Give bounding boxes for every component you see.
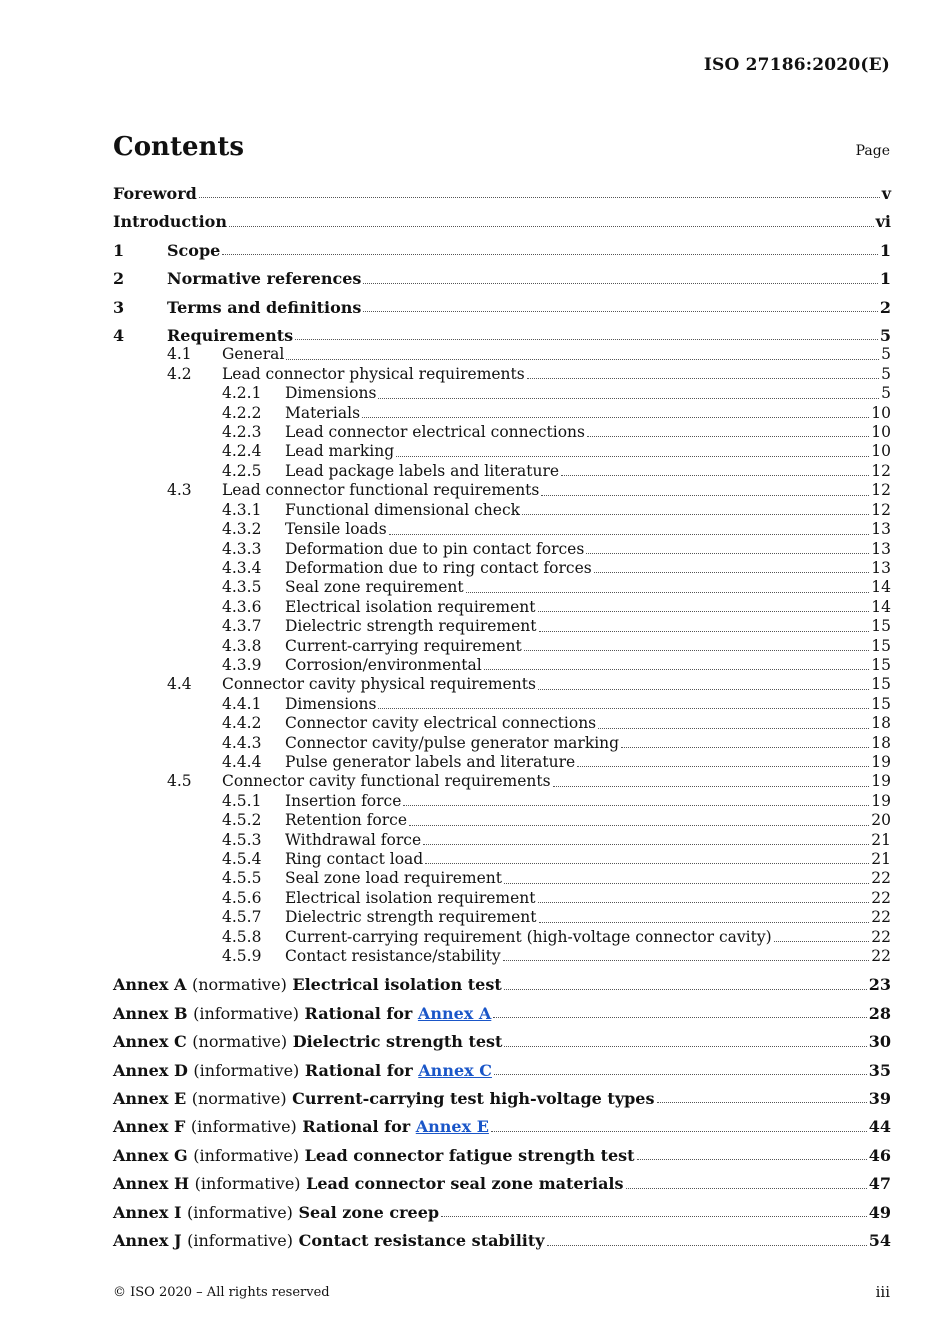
toc-leader-dots: [222, 253, 878, 255]
toc-entry-page: 22: [871, 888, 891, 907]
toc-entry-page: 44: [868, 1117, 891, 1137]
toc-leader-dots: [441, 1215, 867, 1217]
toc-entry-number: 4.2.3: [222, 423, 262, 442]
toc-entry-page: 46: [868, 1145, 891, 1165]
toc-entry-title: Retention force: [285, 811, 407, 830]
toc-entry-title: Dimensions: [285, 694, 377, 713]
toc-entry-subsubsection[interactable]: [113, 540, 891, 559]
toc-entry-subsubsection[interactable]: [113, 947, 891, 966]
toc-leader-dots: [389, 533, 870, 535]
toc-entry-annex[interactable]: [113, 1117, 891, 1136]
toc-entry-page: 21: [871, 850, 891, 868]
toc-entry-page: 2: [879, 297, 891, 317]
toc-leader-dots: [494, 1073, 867, 1075]
toc-entry-page: 23: [868, 975, 891, 995]
toc-entry-title: Insertion force: [285, 791, 402, 810]
toc-entry-title: Current-carrying requirement (high-voltage connector cavity): [285, 927, 772, 946]
toc-entry-title: Terms and definitions: [167, 297, 362, 317]
toc-leader-dots: [362, 416, 869, 418]
annex-heading: [113, 1004, 491, 1023]
toc-entry-subsubsection[interactable]: [113, 637, 891, 656]
toc-entry-title: Normative references: [167, 269, 362, 289]
toc-entry-title: Connector cavity physical requirements: [222, 675, 536, 694]
annex-label: Annex G: [113, 1145, 188, 1165]
toc-entry-page: 10: [871, 423, 891, 442]
annex-cross-reference-link[interactable]: Annex E: [415, 1117, 489, 1137]
toc-entry-number: 4.3: [167, 481, 192, 500]
toc-entry-number: 4.2.4: [222, 442, 262, 461]
toc-entry-section[interactable]: [113, 269, 891, 288]
toc-entry-page: 10: [871, 403, 891, 422]
toc-entry-number: 4.5.3: [222, 830, 262, 849]
toc-entry-page: 15: [871, 636, 891, 655]
toc-entry-annex[interactable]: [113, 1089, 891, 1108]
toc-leader-dots: [587, 435, 869, 437]
toc-leader-dots: [504, 882, 869, 884]
annex-title: Lead connector seal zone materials: [306, 1174, 624, 1194]
annex-heading: [113, 1089, 655, 1108]
annex-heading: [113, 1231, 545, 1250]
toc-entry-title: Withdrawal force: [285, 830, 422, 849]
toc-entry-number: 4.5.2: [222, 811, 262, 830]
toc-entry-subsubsection[interactable]: [113, 404, 891, 423]
toc-entry-title: Requirements: [167, 326, 294, 346]
annex-title: Rational for: [304, 1003, 413, 1023]
toc-entry-title: Dielectric strength requirement: [285, 617, 537, 636]
toc-entry-annex[interactable]: [113, 1231, 891, 1250]
annex-title: Dielectric strength test: [292, 1032, 503, 1052]
toc-entry-number: 4.4.3: [222, 733, 262, 752]
toc-entry-page: 13: [871, 539, 891, 558]
annex-title: Electrical isolation test: [292, 975, 502, 995]
toc-entry-front[interactable]: [113, 212, 891, 231]
toc-entry-subsubsection[interactable]: [113, 869, 891, 888]
toc-leader-dots: [409, 824, 869, 826]
toc-leader-dots: [621, 746, 869, 748]
toc-entry-page: 15: [871, 655, 891, 674]
toc-entry-annex[interactable]: [113, 975, 891, 994]
toc-leader-dots: [378, 397, 879, 399]
page-column-label: Page: [855, 143, 890, 159]
toc-entry-page: 1: [879, 269, 891, 289]
toc-entry-number: 4.3.2: [222, 520, 262, 539]
toc-entry-number: 4.2: [167, 364, 192, 383]
toc-entry-subsubsection[interactable]: [113, 889, 891, 908]
toc-entry-subsubsection[interactable]: [113, 598, 891, 617]
toc-entry-page: 18: [871, 733, 891, 752]
toc-entry-page: 22: [871, 908, 891, 927]
toc-entry-page: v: [881, 184, 891, 203]
page-number: iii: [875, 1283, 890, 1301]
toc-entry-number: 4.3.8: [222, 636, 262, 655]
toc-entry-page: 5: [881, 364, 891, 383]
toc-entry-title: Connector cavity functional requirements: [222, 772, 551, 791]
annex-label: Annex B: [113, 1003, 188, 1023]
toc-entry-subsubsection[interactable]: [113, 811, 891, 830]
toc-leader-dots: [504, 1045, 866, 1047]
toc-entry-number: 4.3.4: [222, 558, 262, 577]
toc-entry-page: 18: [871, 714, 891, 733]
toc-leader-dots: [541, 494, 869, 496]
annex-kind: (informative): [193, 1145, 300, 1165]
toc-entry-subsection[interactable]: [113, 365, 891, 384]
toc-entry-number: 4.5: [167, 772, 192, 791]
toc-leader-dots: [491, 1130, 867, 1132]
annex-label: Annex A: [113, 975, 187, 995]
toc-entry-page: 49: [868, 1202, 891, 1222]
document-id: ISO 27186:2020(E): [703, 55, 890, 75]
toc-entry-number: 4.5.1: [222, 791, 262, 810]
toc-leader-dots: [524, 649, 870, 651]
annex-title: Rational for: [302, 1117, 411, 1137]
toc-entry-title: Pulse generator labels and literature: [285, 752, 576, 771]
annex-title: Current-carrying test high-voltage types: [292, 1089, 655, 1109]
annex-heading: [113, 1032, 502, 1051]
annex-title: Seal zone creep: [298, 1202, 440, 1222]
toc-entry-page: 19: [871, 791, 891, 810]
toc-entry-section[interactable]: [113, 241, 891, 260]
toc-leader-dots: [295, 338, 878, 340]
toc-entry-subsubsection[interactable]: [113, 423, 891, 442]
toc-entry-annex[interactable]: [113, 1004, 891, 1023]
annex-label: Annex E: [113, 1089, 187, 1109]
toc-entry-page: 12: [871, 500, 891, 519]
annex-label: Annex J: [113, 1231, 182, 1251]
toc-entry-subsection[interactable]: [113, 772, 891, 791]
toc-leader-dots: [286, 358, 879, 360]
toc-entry-title: Ring contact load: [285, 850, 424, 868]
toc-entry-number: 4: [113, 326, 125, 346]
toc-entry-number: 4.3.7: [222, 617, 262, 636]
toc-entry-title: Lead marking: [285, 442, 395, 461]
table-of-contents: [113, 184, 891, 1251]
toc-leader-dots: [527, 377, 879, 379]
toc-leader-dots: [425, 862, 869, 864]
toc-entry-title: Connector cavity/pulse generator marking: [285, 733, 620, 752]
toc-entry-annex[interactable]: [113, 1061, 891, 1080]
toc-leader-dots: [363, 282, 877, 284]
toc-entry-page: 19: [871, 772, 891, 791]
toc-entry-number: 4.5.4: [222, 850, 262, 868]
toc-entry-subsubsection[interactable]: [113, 442, 891, 461]
toc-leader-dots: [598, 727, 869, 729]
toc-entry-page: 22: [871, 927, 891, 946]
toc-entry-page: 21: [871, 830, 891, 849]
toc-entry-title: Seal zone requirement: [285, 578, 464, 597]
toc-entry-section[interactable]: [113, 326, 891, 345]
toc-entry-front[interactable]: [113, 184, 891, 203]
toc-entry-subsubsection[interactable]: [113, 908, 891, 927]
toc-entry-page: 15: [871, 675, 891, 694]
toc-leader-dots: [586, 552, 869, 554]
toc-entry-number: 4.4.4: [222, 752, 262, 771]
toc-entry-subsubsection[interactable]: [113, 850, 891, 869]
toc-entry-title: Current-carrying requirement: [285, 636, 522, 655]
toc-entry-title: Introduction: [113, 212, 227, 232]
toc-entry-page: 20: [871, 811, 891, 830]
toc-entry-page: 12: [871, 481, 891, 500]
toc-leader-dots: [553, 785, 870, 787]
toc-entry-page: 47: [868, 1174, 891, 1194]
toc-entry-subsubsection[interactable]: [113, 578, 891, 597]
toc-leader-dots: [403, 804, 869, 806]
toc-entry-subsubsection[interactable]: [113, 559, 891, 578]
toc-entry-title: Deformation due to ring contact forces: [285, 558, 592, 577]
toc-entry-subsubsection[interactable]: [113, 384, 891, 403]
annex-title: Lead connector fatigue strength test: [304, 1145, 635, 1165]
toc-leader-dots: [561, 474, 869, 476]
toc-entry-number: 4.5.5: [222, 869, 262, 888]
toc-entry-title: Dimensions: [285, 384, 377, 403]
toc-entry-subsubsection[interactable]: [113, 617, 891, 636]
toc-entry-title: Foreword: [113, 184, 197, 203]
toc-entry-subsubsection[interactable]: [113, 695, 891, 714]
toc-entry-page: 10: [871, 442, 891, 461]
toc-leader-dots: [538, 610, 870, 612]
toc-entry-title: Connector cavity electrical connections: [285, 714, 597, 733]
annex-kind: (normative): [191, 975, 287, 995]
toc-entry-number: 4.5.9: [222, 947, 262, 966]
toc-entry-page: 22: [871, 947, 891, 966]
toc-entry-section[interactable]: [113, 298, 891, 317]
toc-entry-page: 5: [881, 345, 891, 364]
toc-entry-page: 1: [879, 240, 891, 260]
toc-entry-page: 5: [881, 384, 891, 403]
toc-entry-subsection[interactable]: [113, 481, 891, 500]
annex-heading: [113, 1203, 439, 1222]
toc-leader-dots: [626, 1187, 867, 1189]
toc-leader-dots: [637, 1158, 867, 1160]
toc-entry-title: Deformation due to pin contact forces: [285, 539, 585, 558]
toc-entry-page: 14: [871, 597, 891, 616]
toc-entry-number: 2: [113, 269, 125, 289]
toc-leader-dots: [423, 843, 869, 845]
page-title: Contents: [113, 132, 245, 162]
toc-entry-number: 4.4: [167, 675, 192, 694]
toc-leader-dots: [363, 310, 877, 312]
toc-entry-title: Dielectric strength requirement: [285, 908, 537, 927]
toc-entry-number: 4.3.5: [222, 578, 262, 597]
annex-kind: (informative): [193, 1060, 300, 1080]
annex-kind: (informative): [190, 1117, 297, 1137]
toc-entry-number: 4.2.1: [222, 384, 262, 403]
toc-entry-title: Contact resistance/stability: [285, 947, 501, 966]
toc-entry-title: Lead connector physical requirements: [222, 364, 525, 383]
toc-leader-dots: [547, 1244, 867, 1246]
toc-entry-number: 1: [113, 240, 125, 260]
annex-kind: (informative): [193, 1003, 299, 1023]
annex-heading: [113, 975, 502, 994]
toc-entry-title: Corrosion/environmental: [285, 655, 482, 674]
toc-entry-subsubsection[interactable]: [113, 520, 891, 539]
annex-label: Annex C: [113, 1032, 187, 1052]
toc-entry-page: 30: [868, 1032, 891, 1052]
toc-entry-number: 3: [113, 297, 125, 317]
annex-heading: [113, 1117, 489, 1136]
toc-leader-dots: [466, 591, 870, 593]
toc-entry-page: 22: [871, 869, 891, 888]
toc-entry-number: 4.5.6: [222, 888, 262, 907]
toc-leader-dots: [378, 707, 869, 709]
annex-kind: (normative): [192, 1032, 288, 1052]
toc-entry-subsubsection[interactable]: [113, 462, 891, 481]
annex-cross-reference-link[interactable]: Annex C: [418, 1060, 492, 1080]
toc-entry-page: 5: [879, 326, 891, 346]
toc-leader-dots: [503, 959, 870, 961]
toc-entry-title: Functional dimensional check: [285, 500, 521, 519]
annex-cross-reference-link[interactable]: Annex A: [417, 1003, 492, 1023]
toc-leader-dots: [522, 513, 869, 515]
toc-entry-title: General: [222, 345, 285, 364]
toc-entry-subsubsection[interactable]: [113, 656, 891, 675]
toc-entry-title: Tensile loads: [285, 520, 387, 539]
toc-entry-page: 28: [868, 1003, 891, 1023]
toc-leader-dots: [229, 225, 874, 227]
annex-heading: [113, 1061, 492, 1080]
toc-entry-number: 4.3.6: [222, 597, 262, 616]
annex-heading: [113, 1146, 635, 1165]
toc-leader-dots: [484, 668, 870, 670]
toc-entry-title: Seal zone load requirement: [285, 869, 502, 888]
annex-title: Contact resistance stability: [298, 1231, 545, 1251]
toc-leader-dots: [539, 630, 870, 632]
toc-entry-number: 4.3.1: [222, 500, 262, 519]
annex-label: Annex I: [113, 1202, 182, 1222]
toc-entry-subsubsection[interactable]: [113, 928, 891, 947]
annex-kind: (informative): [187, 1202, 293, 1222]
annex-label: Annex F: [113, 1117, 186, 1137]
toc-leader-dots: [493, 1016, 866, 1018]
toc-entry-page: 54: [868, 1231, 891, 1251]
toc-entry-number: 4.4.1: [222, 694, 262, 713]
toc-entry-annex[interactable]: [113, 1174, 891, 1193]
annex-label: Annex H: [113, 1174, 190, 1194]
toc-entry-title: Lead connector functional requirements: [222, 481, 540, 500]
toc-entry-annex[interactable]: [113, 1203, 891, 1222]
toc-leader-dots: [504, 988, 867, 990]
toc-entry-page: 13: [871, 558, 891, 577]
toc-entry-page: 13: [871, 520, 891, 539]
toc-entry-number: 4.5.7: [222, 908, 262, 927]
toc-entry-subsubsection[interactable]: [113, 734, 891, 753]
toc-entry-page: 15: [871, 694, 891, 713]
annex-kind: (informative): [194, 1174, 301, 1194]
toc-entry-annex[interactable]: [113, 1032, 891, 1051]
toc-entry-page: 15: [871, 617, 891, 636]
toc-entry-number: 4.5.8: [222, 927, 262, 946]
toc-entry-subsubsection[interactable]: [113, 714, 891, 733]
toc-entry-page: 12: [871, 461, 891, 480]
toc-entry-number: 4.3.9: [222, 655, 262, 674]
toc-entry-number: 4.2.2: [222, 403, 262, 422]
toc-leader-dots: [396, 455, 869, 457]
toc-entry-subsubsection[interactable]: [113, 753, 891, 772]
toc-leader-dots: [657, 1101, 867, 1103]
toc-leader-dots: [594, 571, 870, 573]
toc-entry-page: 19: [871, 752, 891, 771]
copyright-notice: © ISO 2020 – All rights reserved: [113, 1285, 330, 1300]
toc-entry-subsection[interactable]: [113, 345, 891, 364]
toc-entry-title: Scope: [167, 240, 221, 260]
toc-entry-subsubsection[interactable]: [113, 831, 891, 850]
toc-entry-annex[interactable]: [113, 1146, 891, 1165]
annex-label: Annex D: [113, 1060, 188, 1080]
toc-entry-number: 4.1: [167, 345, 192, 364]
toc-entry-title: Electrical isolation requirement: [285, 597, 536, 616]
toc-entry-subsubsection[interactable]: [113, 792, 891, 811]
toc-leader-dots: [538, 901, 870, 903]
toc-entry-number: 4.4.2: [222, 714, 262, 733]
toc-entry-page: 39: [868, 1089, 891, 1109]
toc-entry-number: 4.3.3: [222, 539, 262, 558]
toc-entry-page: 35: [868, 1060, 891, 1080]
toc-leader-dots: [199, 196, 880, 198]
toc-leader-dots: [577, 765, 869, 767]
toc-leader-dots: [774, 940, 870, 942]
toc-entry-title: Lead package labels and literature: [285, 461, 560, 480]
toc-entry-page: vi: [875, 212, 891, 232]
toc-leader-dots: [539, 921, 870, 923]
annex-kind: (informative): [187, 1231, 293, 1251]
toc-entry-number: 4.2.5: [222, 461, 262, 480]
toc-entry-title: Materials: [285, 403, 361, 422]
toc-entry-page: 14: [871, 578, 891, 597]
toc-entry-title: Electrical isolation requirement: [285, 888, 536, 907]
toc-leader-dots: [538, 688, 869, 690]
annex-kind: (normative): [191, 1089, 287, 1109]
annex-heading: [113, 1174, 624, 1193]
toc-entry-title: Lead connector electrical connections: [285, 423, 585, 442]
toc-entry-subsubsection[interactable]: [113, 501, 891, 520]
toc-entry-subsection[interactable]: [113, 675, 891, 694]
annex-title: Rational for: [304, 1060, 413, 1080]
